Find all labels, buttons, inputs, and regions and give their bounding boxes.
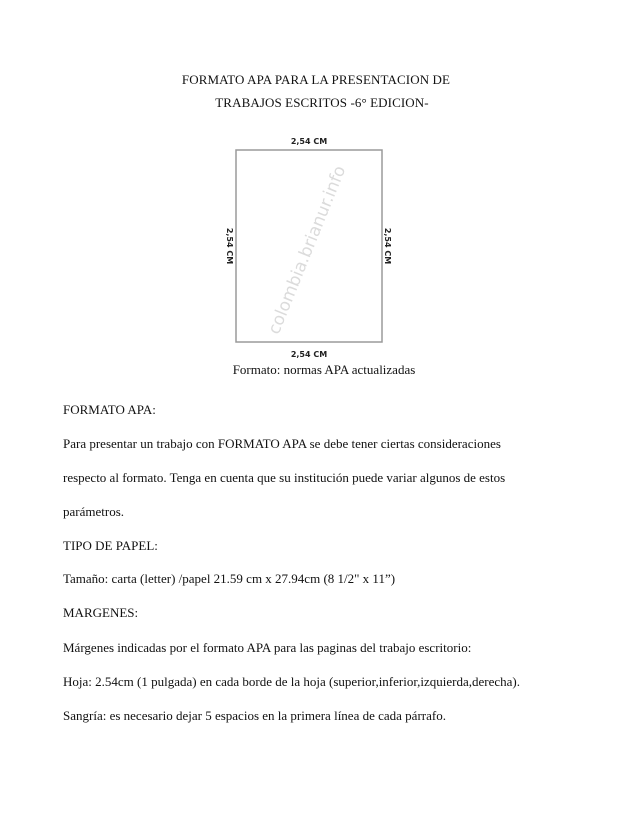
heading-margenes: MARGENES: [63,605,139,620]
body-line: Márgenes indicadas por el formato APA para las paginas del trabajo escritorio: [63,640,472,655]
watermark-text: colombia.brianur.info [264,162,351,338]
heading-tipo-de-papel: TIPO DE PAPEL: [63,538,158,553]
figure-caption: Formato: normas APA actualizadas [232,362,416,377]
document-title-line-2: TRABAJOS ESCRITOS -6° EDICION- [215,95,429,110]
margin-diagram [212,128,402,368]
paper-size-line: Tamaño: carta (letter) /papel 21.59 cm x 27.94cm (8 1/2" x 11”) [63,571,396,586]
right-margin-label: 2,54 CM [383,227,392,265]
body-line: respecto al formato. Tenga en cuenta que su institución puede variar algunos de estos [63,470,506,485]
body-line: Hoja: 2.54cm (1 pulgada) en cada borde de la hoja (superior,inferior,izquierda,derecha). [63,674,521,689]
document-title-line-1: FORMATO APA PARA LA PRESENTACION DE [181,72,451,87]
left-margin-label: 2,54 CM [225,227,234,265]
body-line: Para presentar un trabajo con FORMATO APA se debe tener ciertas consideraciones [63,436,501,451]
top-margin-label: 2,54 CM [290,137,328,146]
body-line: parámetros. [63,504,125,519]
heading-formato-apa: FORMATO APA: [63,402,156,417]
bottom-margin-label: 2,54 CM [290,350,328,359]
body-line: Sangría: es necesario dejar 5 espacios en la primera línea de cada párrafo. [63,708,446,723]
